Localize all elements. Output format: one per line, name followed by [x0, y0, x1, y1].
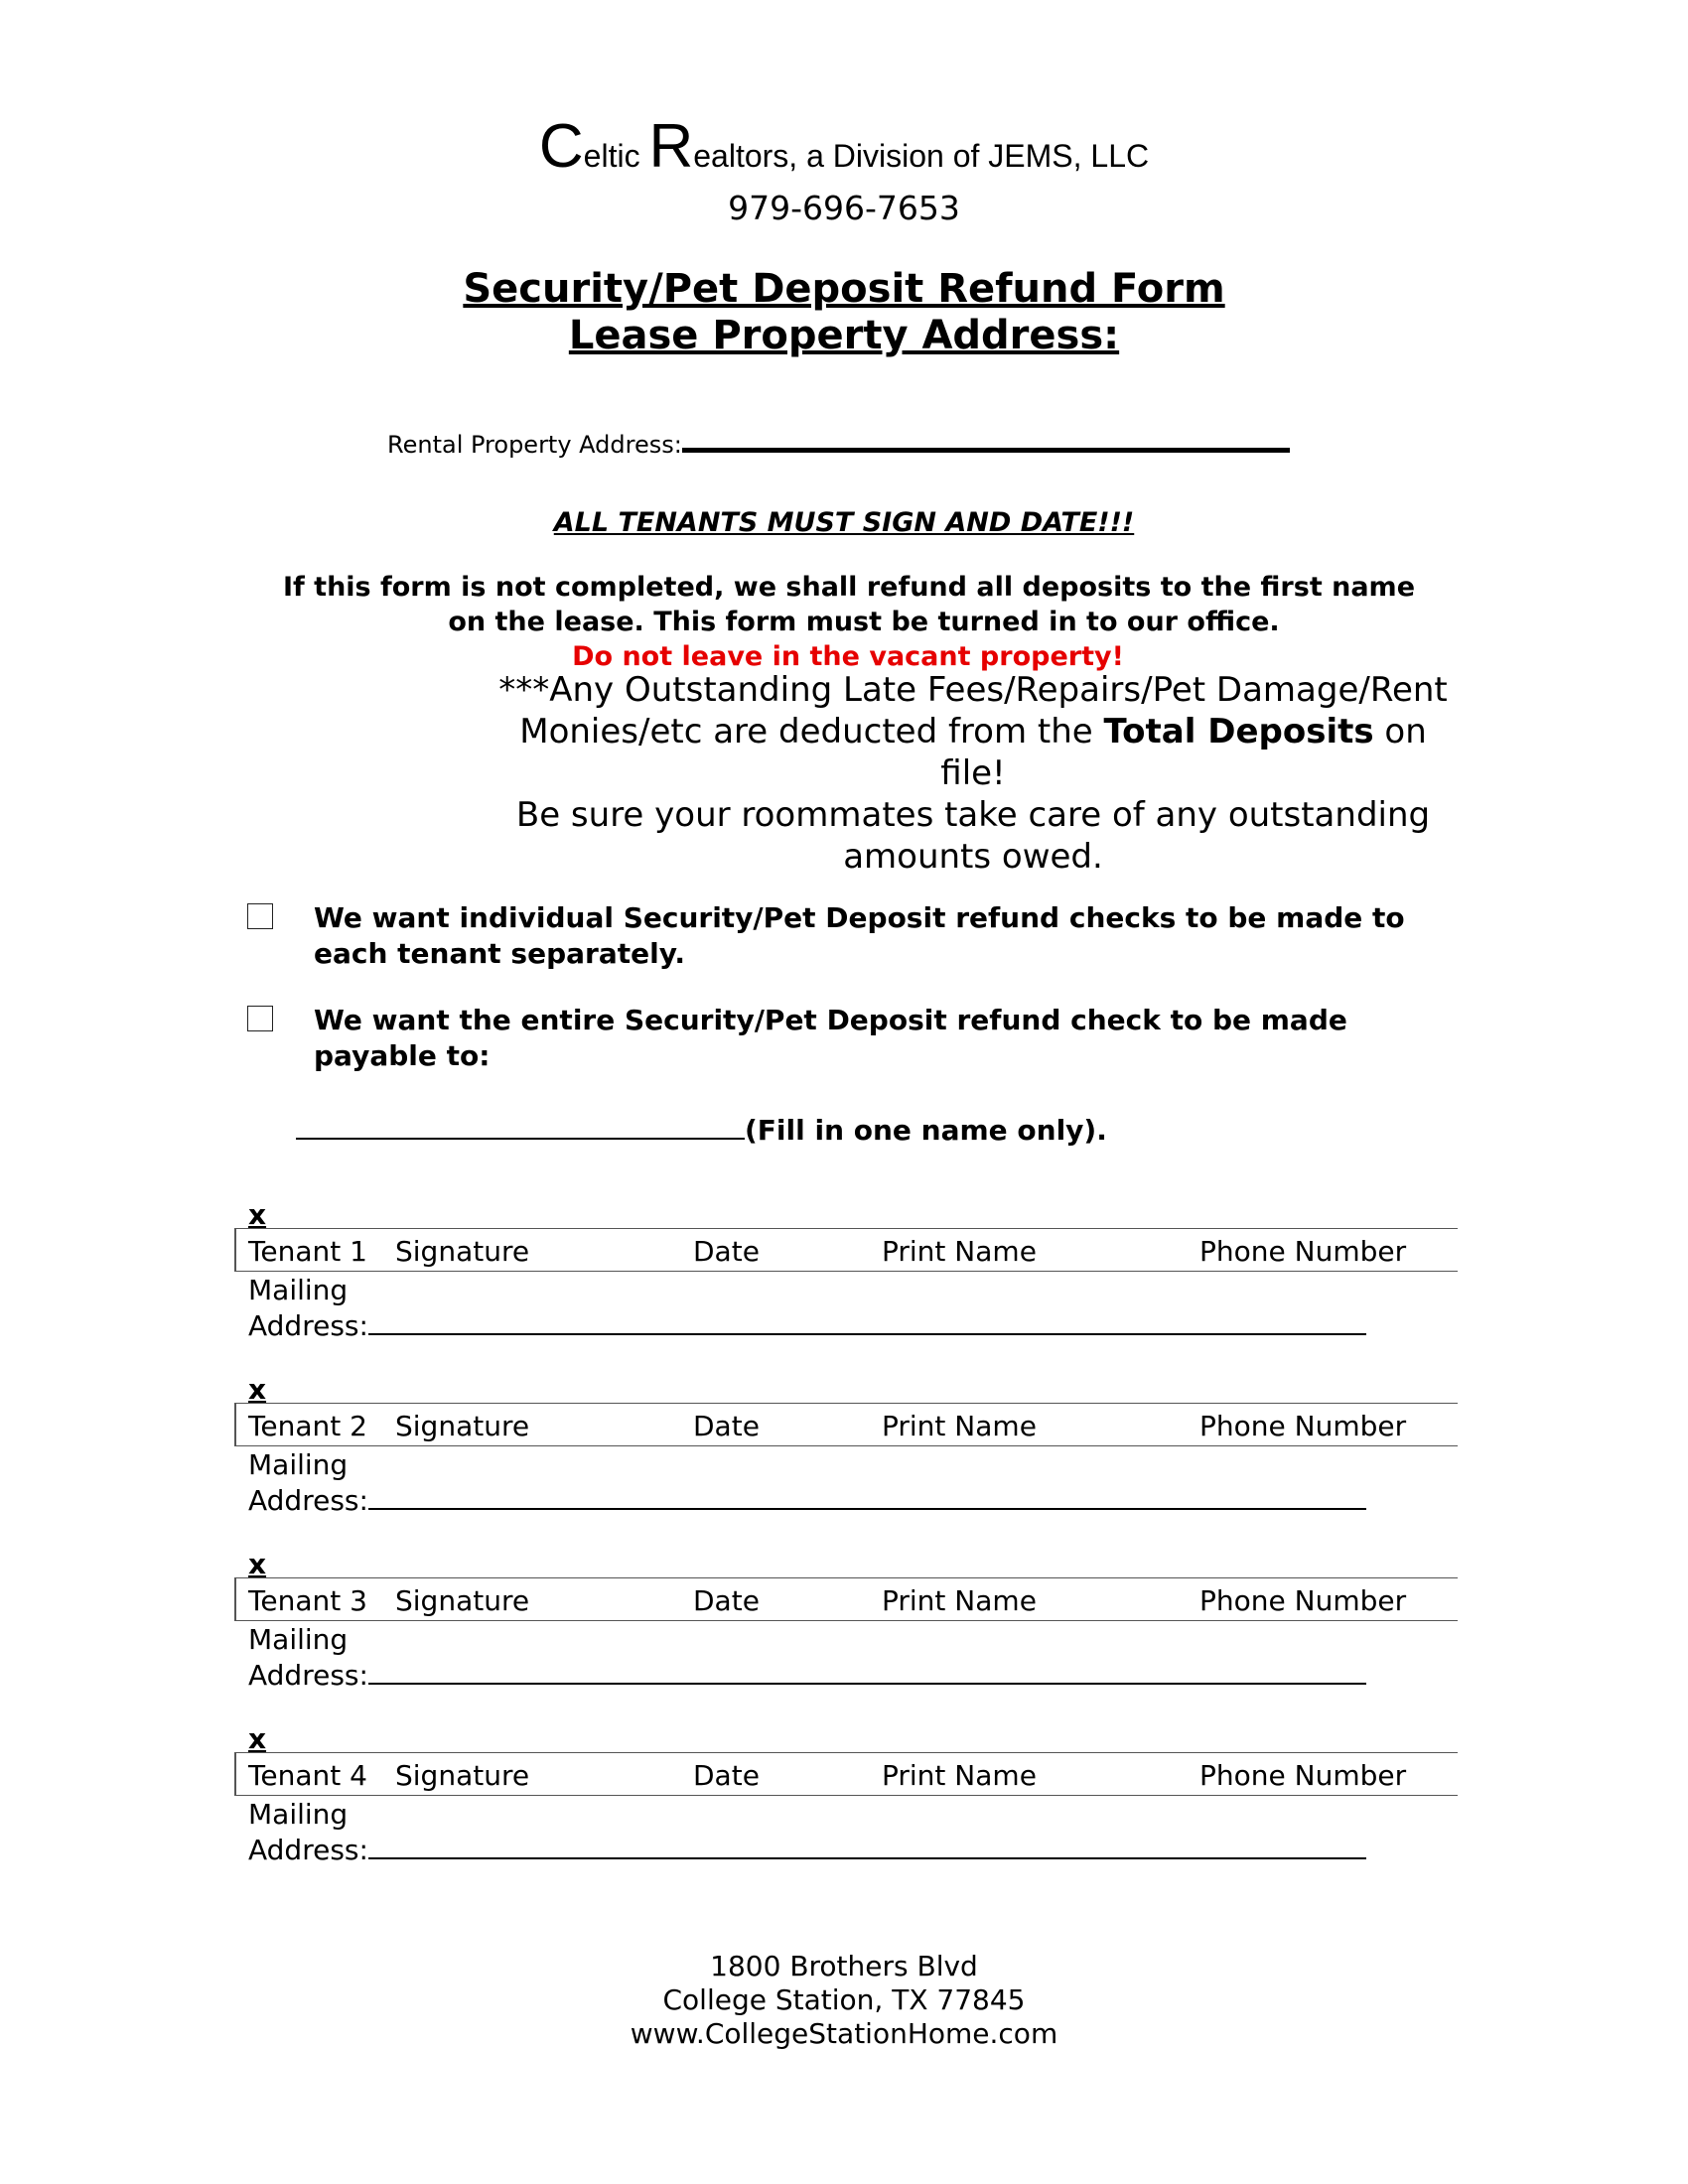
tenant-3-sign-mark: x: [248, 1548, 267, 1580]
company-name-part: eltic: [583, 138, 649, 174]
tenant-block-1: [234, 1198, 1456, 1347]
tenant-2-phone-label: Phone Number: [1199, 1410, 1407, 1442]
tenant-2-address-row: [248, 1480, 1366, 1517]
tenant-4-date-label: Date: [693, 1759, 760, 1792]
deductions-line2: [487, 711, 1460, 794]
notice-line2: on the lease. This form must be turned in to our office.: [448, 607, 1280, 637]
tenant-2-signature-row[interactable]: [234, 1403, 1458, 1446]
tenant-4-sign-mark: x: [248, 1722, 267, 1755]
tenant-2-print-name-label: Print Name: [882, 1410, 1037, 1442]
tenant-1-address-row: [248, 1305, 1366, 1342]
tenant-3-phone-label: Phone Number: [1199, 1584, 1407, 1617]
tenant-3-label: Tenant 3: [248, 1584, 367, 1617]
footer-city: College Station, TX 77845: [662, 1983, 1026, 2016]
tenant-4-address-label: Address:: [248, 1834, 368, 1866]
deductions-line4: amounts owed.: [843, 837, 1103, 877]
company-initial-r: R: [648, 112, 694, 181]
tenant-3-address-label: Address:: [248, 1659, 368, 1692]
tenant-4-signature-label: Signature: [395, 1759, 530, 1792]
tenant-2-address-label: Address:: [248, 1484, 368, 1517]
deductions-line1: ***Any Outstanding Late Fees/Repairs/Pet Damage/Rent: [498, 670, 1448, 710]
option-single-payee-checkbox[interactable]: [247, 1006, 273, 1031]
company-phone: 979-696-7653: [728, 189, 960, 227]
tenant-3-signature-label: Signature: [395, 1584, 530, 1617]
tenant-2-label: Tenant 2: [248, 1410, 367, 1442]
footer-street: 1800 Brothers Blvd: [710, 1950, 978, 1982]
tenant-2-sign-mark: x: [248, 1373, 267, 1406]
deductions-total-deposits: Total Deposits: [1103, 712, 1374, 751]
form-title-line2: Lease Property Address:: [568, 313, 1120, 358]
tenant-block-2: [234, 1373, 1456, 1522]
tenant-4-address-field[interactable]: [368, 1830, 1366, 1859]
tenant-1-sign-mark: x: [248, 1198, 267, 1231]
tenant-3-print-name-label: Print Name: [882, 1584, 1037, 1617]
deductions-note: [487, 669, 1460, 878]
tenant-4-address-row: [248, 1830, 1366, 1866]
tenant-4-label: Tenant 4: [248, 1759, 367, 1792]
payee-name-note: (Fill in one name only).: [745, 1114, 1107, 1147]
deductions-line3: Be sure your roommates take care of any outstanding: [515, 795, 1431, 835]
tenant-3-mailing-label: Mailing: [248, 1623, 349, 1656]
footer-website[interactable]: www.CollegeStationHome.com: [630, 2017, 1058, 2050]
payee-name-row: [296, 1110, 1107, 1147]
notice-red-warning: Do not leave in the vacant property!: [572, 641, 1124, 672]
option-individual-checkbox[interactable]: [247, 903, 273, 929]
tenant-1-date-label: Date: [693, 1235, 760, 1268]
rental-address-row: [387, 422, 1290, 459]
option-single-payee-text: We want the entire Security/Pet Deposit refund check to be made payable to:: [314, 1004, 1347, 1072]
form-title: [0, 266, 1688, 359]
notice-line1: If this form is not completed, we shall refund all deposits to the first name: [282, 572, 1416, 603]
tenant-1-print-name-label: Print Name: [882, 1235, 1037, 1268]
tenant-2-date-label: Date: [693, 1410, 760, 1442]
company-initial-c: C: [538, 112, 584, 181]
tenant-block-4: [234, 1722, 1456, 1871]
tenant-4-phone-label: Phone Number: [1199, 1759, 1407, 1792]
company-name: [0, 111, 1688, 182]
tenant-1-address-field[interactable]: [368, 1305, 1366, 1335]
company-name-rest: ealtors, a Division of JEMS, LLC: [693, 138, 1150, 174]
tenant-1-label: Tenant 1: [248, 1235, 367, 1268]
tenant-1-phone-label: Phone Number: [1199, 1235, 1407, 1268]
option-individual-text: We want individual Security/Pet Deposit refund checks to be made to each tenant separately.: [314, 901, 1405, 970]
footer-address: [0, 1950, 1688, 2051]
form-title-line1: Security/Pet Deposit Refund Form: [463, 266, 1225, 312]
tenant-1-address-label: Address:: [248, 1309, 368, 1342]
tenant-2-signature-label: Signature: [395, 1410, 530, 1442]
tenant-2-address-field[interactable]: [368, 1480, 1366, 1510]
tenant-4-print-name-label: Print Name: [882, 1759, 1037, 1792]
sign-warning: ALL TENANTS MUST SIGN AND DATE!!!: [553, 507, 1135, 538]
deductions-line2-pre: Monies/etc are deducted from the: [519, 712, 1104, 751]
tenant-3-address-row: [248, 1655, 1366, 1692]
tenant-1-signature-row[interactable]: [234, 1228, 1458, 1272]
payee-name-field[interactable]: [296, 1110, 745, 1140]
tenant-4-signature-row[interactable]: [234, 1752, 1458, 1796]
tenant-1-mailing-label: Mailing: [248, 1274, 349, 1306]
tenant-3-signature-row[interactable]: [234, 1577, 1458, 1621]
tenant-4-mailing-label: Mailing: [248, 1798, 349, 1831]
notice-text: [0, 570, 1688, 674]
rental-address-field[interactable]: [682, 422, 1290, 453]
tenant-3-address-field[interactable]: [368, 1655, 1366, 1685]
deductions-line2-post: on file!: [940, 712, 1427, 793]
tenant-block-3: [234, 1548, 1456, 1697]
rental-address-label: Rental Property Address:: [387, 431, 682, 459]
tenant-3-date-label: Date: [693, 1584, 760, 1617]
tenant-1-signature-label: Signature: [395, 1235, 530, 1268]
tenant-2-mailing-label: Mailing: [248, 1448, 349, 1481]
